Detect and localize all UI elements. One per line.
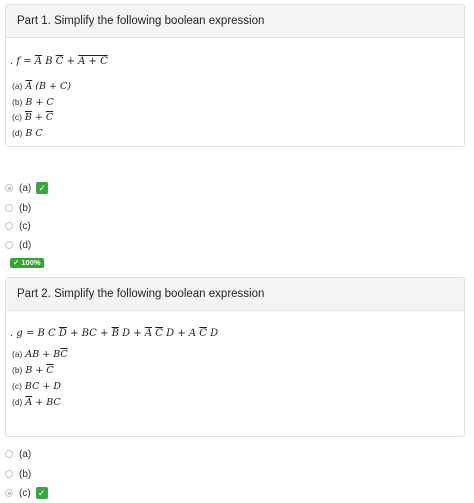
part2-choice-a: (a) AB + $B\overline{C}$ xyxy=(12,349,68,360)
option-label: (b) xyxy=(19,468,32,480)
part1-choice-b: (b) B + C xyxy=(12,97,54,108)
part1-option-a[interactable] xyxy=(5,180,48,196)
score-value: 100% xyxy=(21,258,41,267)
part1-choice-a: (a) $\overline{A}$ (B + C) xyxy=(12,81,71,92)
score-badge xyxy=(10,258,44,268)
radio-button[interactable] xyxy=(5,470,13,478)
question-card-part1 xyxy=(5,4,465,147)
part2-choice-d: (d) $\overline{A}$ + BC xyxy=(12,397,61,408)
radio-button[interactable] xyxy=(5,222,13,230)
part1-option-c[interactable] xyxy=(5,218,31,234)
option-label: (a) xyxy=(19,182,32,194)
radio-button[interactable] xyxy=(5,241,13,249)
part1-expression: . $f = \overline{A}$ B $\overline{C} + A + C$ xyxy=(10,56,108,67)
question-card-part2 xyxy=(5,277,465,437)
part2-title: Part 2. Simplify the following boolean expression xyxy=(6,278,464,311)
part2-expression: . g = B C $\overline{D}$ + BC + $\overline{B}$ $D + \overline{A}$ $\overline{C}$ D + A $\overline{C}$ D xyxy=(10,328,219,339)
part2-option-a[interactable] xyxy=(5,446,31,462)
radio-button[interactable] xyxy=(5,204,13,212)
part1-title: Part 1. Simplify the following boolean expression xyxy=(6,5,464,38)
part1-choice-d: (d) B C xyxy=(12,128,43,139)
radio-button[interactable] xyxy=(5,489,13,497)
option-label: (d) xyxy=(19,239,32,251)
option-label: (b) xyxy=(19,202,32,214)
part2-choice-b: (b) $B + \overline{C}$ xyxy=(12,365,54,376)
check-icon: ✓ xyxy=(36,182,48,194)
check-icon: ✓ xyxy=(36,487,48,499)
part1-option-b[interactable] xyxy=(5,200,31,216)
radio-button[interactable] xyxy=(5,184,13,192)
option-label: (c) xyxy=(19,487,31,499)
radio-button[interactable] xyxy=(5,450,13,458)
option-label: (c) xyxy=(19,220,31,232)
option-label: (a) xyxy=(19,448,32,460)
check-icon: ✓ xyxy=(13,258,20,267)
part1-choice-c: (c) $\overline{B} + \overline{C}$ xyxy=(12,112,54,123)
part2-choice-c: (c) BC + D xyxy=(12,381,61,392)
part2-option-c[interactable] xyxy=(5,485,48,501)
part1-option-d[interactable] xyxy=(5,237,31,253)
part2-option-b[interactable] xyxy=(5,466,31,482)
